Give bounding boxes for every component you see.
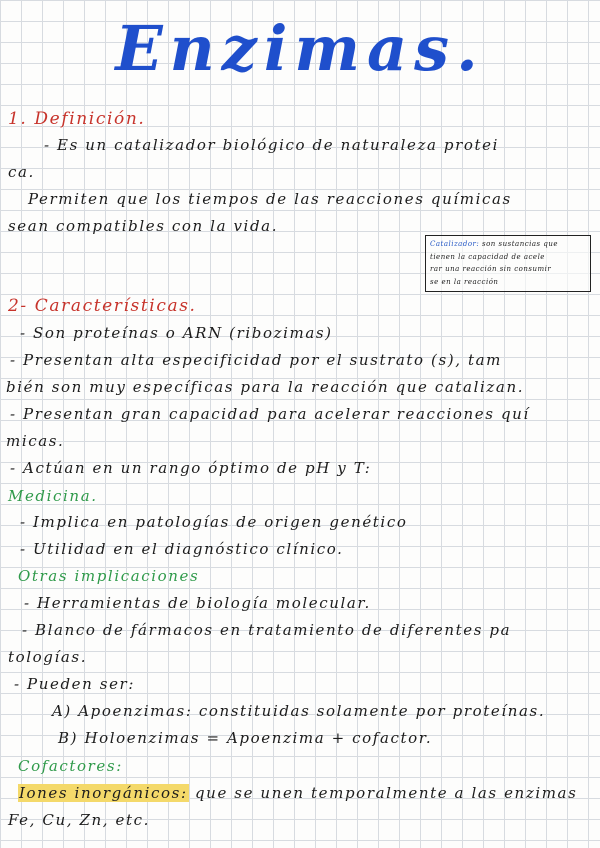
medicina-line: - Utilidad en el diagnóstico clínico.	[20, 540, 344, 558]
otras-line: - Blanco de fármacos en tratamiento de diferentes pa	[22, 621, 512, 639]
otras-line: tologías.	[8, 648, 88, 666]
otras-line: - Pueden ser:	[14, 675, 135, 693]
note-line	[430, 238, 586, 251]
caracteristicas-line: micas.	[6, 432, 65, 450]
definicion-line: - Es un catalizador biológico de naturaleza protei	[44, 136, 499, 154]
caracteristicas-heading: 2- Características.	[8, 296, 197, 316]
cofactores-heading: Cofactores:	[18, 757, 123, 775]
otras-heading: Otras implicaciones	[18, 567, 200, 585]
otras-line: B) Holoenzimas = Apoenzima + cofactor.	[58, 729, 433, 747]
definicion-line: ca.	[8, 163, 35, 181]
definicion-line: sean compatibles con la vida.	[8, 217, 279, 235]
definition-note-box	[425, 235, 591, 292]
caracteristicas-line: - Actúan en un rango óptimo de pH y T:	[10, 459, 372, 477]
note-term: Catalizador:	[430, 240, 480, 248]
note-line: tienen la capacidad de acele	[430, 252, 545, 261]
medicina-heading: Medicina.	[8, 487, 98, 505]
definicion-line: Permiten que los tiempos de las reacciones químicas	[28, 190, 512, 208]
caracteristicas-line: - Presentan alta especificidad por el sustrato (s), tam	[10, 351, 502, 369]
otras-line: A) Apoenzimas: constituidas solamente por proteínas.	[52, 702, 546, 720]
note-text: son sustancias que	[479, 240, 558, 248]
caracteristicas-line: bién son muy específicas para la reacción que catalizan.	[6, 378, 525, 396]
note-line: rar una reacción sin consumir	[430, 265, 552, 273]
page-title: Enzimas.	[115, 12, 485, 85]
cofactores-text: que se unen temporalmente a las enzimas	[188, 784, 578, 802]
caracteristicas-line: - Presentan gran capacidad para acelerar reacciones quí	[10, 405, 530, 423]
note-line: se en la reacción	[430, 277, 499, 286]
definicion-heading: 1. Definición.	[8, 109, 146, 129]
highlighted-term: Iones inorgánicos:	[19, 784, 188, 802]
medicina-line: - Implica en patologías de origen genético	[20, 513, 408, 531]
cofactores-line: Fe, Cu, Zn, etc.	[8, 811, 150, 829]
caracteristicas-line: - Son proteínas o ARN (ribozimas)	[20, 324, 333, 342]
cofactores-line	[18, 785, 577, 802]
otras-line: - Herramientas de biología molecular.	[24, 594, 371, 612]
